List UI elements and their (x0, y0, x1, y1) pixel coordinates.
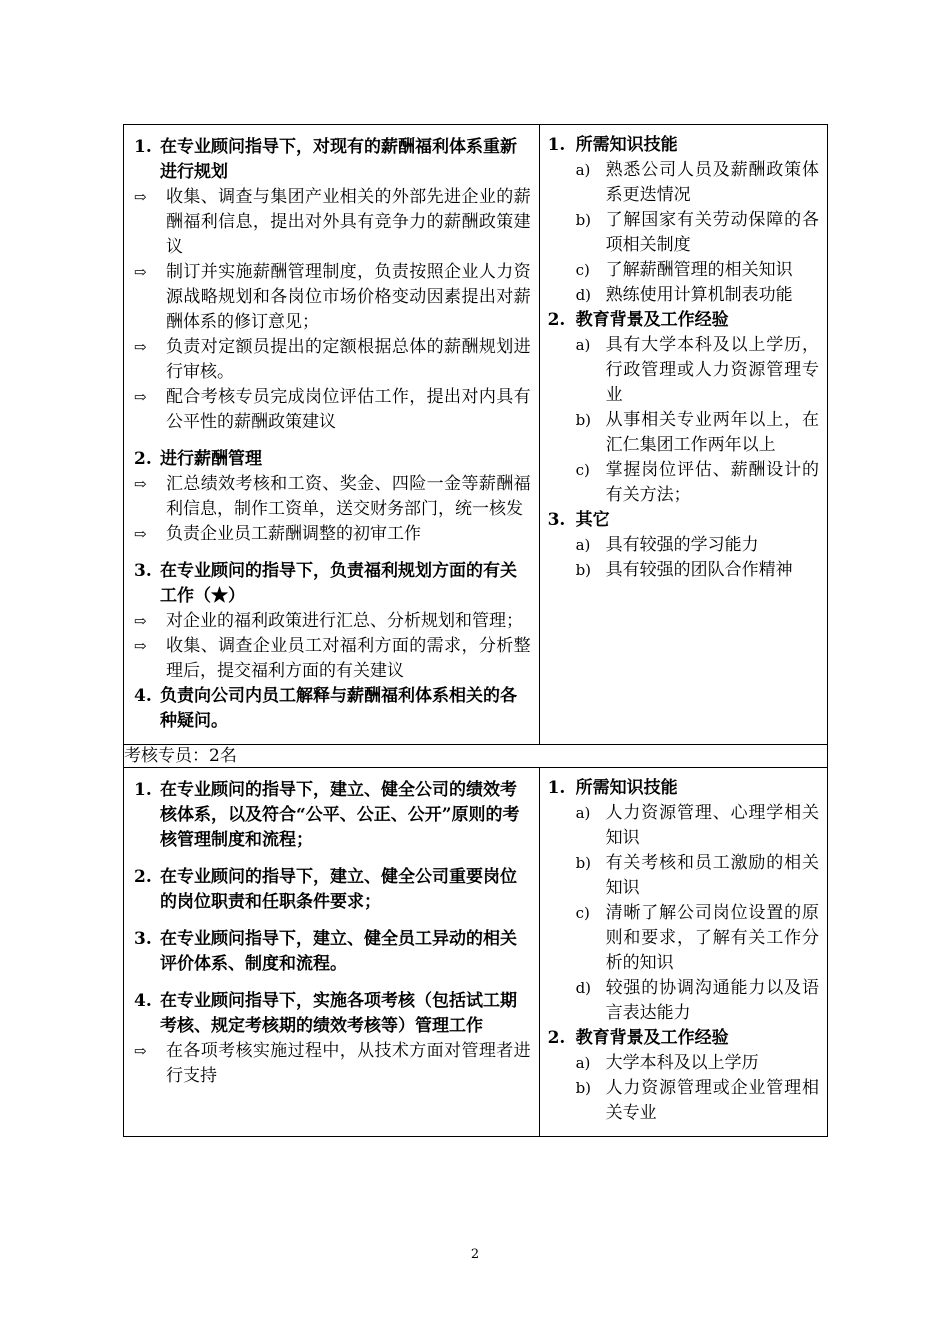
requirement-heading: 1. 所需知识技能 (547, 778, 678, 798)
duty-item-3: 3. 在专业顾问的指导下，负责福利规划方面的有关工作（★） (134, 561, 517, 606)
requirements-cell (539, 768, 827, 1137)
duty-item-1: 1. 在专业顾问的指导下，建立、健全公司的绩效考核体系，以及符合“公平、公正、公开”原则的考核管理制度和流程； (134, 780, 520, 850)
duty-item-4: 4. 在专业顾问指导下，实施各项考核（包括试工期考核、规定考核期的绩效考核等）管理工作 (134, 991, 517, 1036)
requirement-item: d) 熟练使用计算机制表功能 (575, 285, 793, 305)
duty-bullet: ⇨ 制订并实施薪酬管理制度，负责按照企业人力资源战略规划和各岗位市场价格变动因素提出对薪酬体系的修订意见； (134, 260, 531, 335)
position-header: 考核专员：2名 (124, 745, 828, 768)
requirement-item: b) 有关考核和员工激励的相关知识 (575, 853, 819, 898)
duty-bullet: ⇨ 对企业的福利政策进行汇总、分析规划和管理； (134, 609, 531, 634)
duty-item-4: 4. 负责向公司内员工解释与薪酬福利体系相关的各种疑问。 (134, 686, 517, 731)
duty-bullet: ⇨ 负责企业员工薪酬调整的初审工作 (134, 522, 531, 547)
arrow-icon: ⇨ (134, 338, 147, 356)
arrow-icon: ⇨ (134, 475, 147, 493)
assessment-specialist-row (124, 768, 828, 1137)
requirement-item: a) 具有大学本科及以上学历，行政管理或人力资源管理专业 (575, 335, 819, 405)
arrow-icon: ⇨ (134, 637, 147, 655)
requirement-item: c) 掌握岗位评估、薪酬设计的有关方法； (575, 460, 819, 505)
requirement-heading: 2. 教育背景及工作经验 (547, 310, 729, 330)
duty-item-1: 1. 在专业顾问指导下，对现有的薪酬福利体系重新进行规划 (134, 137, 517, 182)
arrow-icon: ⇨ (134, 1042, 147, 1060)
duty-item-2: 2. 进行薪酬管理 (134, 449, 262, 469)
requirement-item: d) 较强的协调沟通能力以及语言表达能力 (575, 978, 819, 1023)
requirement-item: b) 人力资源管理或企业管理相关专业 (575, 1078, 819, 1123)
requirement-heading: 1. 所需知识技能 (547, 135, 678, 155)
requirement-item: a) 人力资源管理、心理学相关知识 (575, 803, 819, 848)
requirement-item: c) 清晰了解公司岗位设置的原则和要求，了解有关工作分析的知识 (575, 903, 819, 973)
requirement-item: b) 了解国家有关劳动保障的各项相关制度 (575, 210, 819, 255)
duty-bullet: ⇨ 收集、调查与集团产业相关的外部先进企业的薪酬福利信息，提出对外具有竞争力的薪酬政策建议 (134, 185, 531, 260)
arrow-icon: ⇨ (134, 188, 147, 206)
page-number: 2 (470, 1247, 480, 1262)
requirement-heading: 2. 教育背景及工作经验 (547, 1028, 729, 1048)
requirement-heading: 3. 其它 (547, 510, 610, 530)
arrow-icon: ⇨ (134, 263, 147, 281)
arrow-icon: ⇨ (134, 525, 147, 543)
duty-bullet: ⇨ 收集、调查企业员工对福利方面的需求，分析整理后，提交福利方面的有关建议 (134, 634, 531, 684)
duties-cell (124, 768, 540, 1137)
job-description-table (123, 124, 828, 1137)
requirements-cell (539, 125, 827, 745)
compensation-specialist-row (124, 125, 828, 745)
assessment-specialist-header-row (124, 745, 828, 768)
duty-item-2: 2. 在专业顾问的指导下，建立、健全公司重要岗位的岗位职责和任职条件要求； (134, 867, 517, 912)
duty-bullet: ⇨ 汇总绩效考核和工资、奖金、四险一金等薪酬福利信息，制作工资单，送交财务部门，统一核发 (134, 472, 531, 522)
arrow-icon: ⇨ (134, 388, 147, 406)
requirement-item: a) 熟悉公司人员及薪酬政策体系更迭情况 (575, 160, 819, 205)
requirement-item: b) 具有较强的团队合作精神 (575, 560, 793, 580)
duties-cell (124, 125, 540, 745)
duty-bullet: ⇨ 负责对定额员提出的定额根据总体的薪酬规划进行审核。 (134, 335, 531, 385)
requirement-item: a) 大学本科及以上学历 (575, 1053, 759, 1073)
duty-bullet: ⇨ 配合考核专员完成岗位评估工作，提出对内具有公平性的薪酬政策建议 (134, 385, 531, 435)
requirement-item: b) 从事相关专业两年以上，在汇仁集团工作两年以上 (575, 410, 819, 455)
requirement-item: a) 具有较强的学习能力 (575, 535, 759, 555)
requirement-item: c) 了解薪酬管理的相关知识 (575, 260, 793, 280)
arrow-icon: ⇨ (134, 612, 147, 630)
duty-item-3: 3. 在专业顾问指导下，建立、健全员工异动的相关评价体系、制度和流程。 (134, 929, 517, 974)
duty-bullet: ⇨ 在各项考核实施过程中，从技术方面对管理者进行支持 (134, 1039, 531, 1089)
